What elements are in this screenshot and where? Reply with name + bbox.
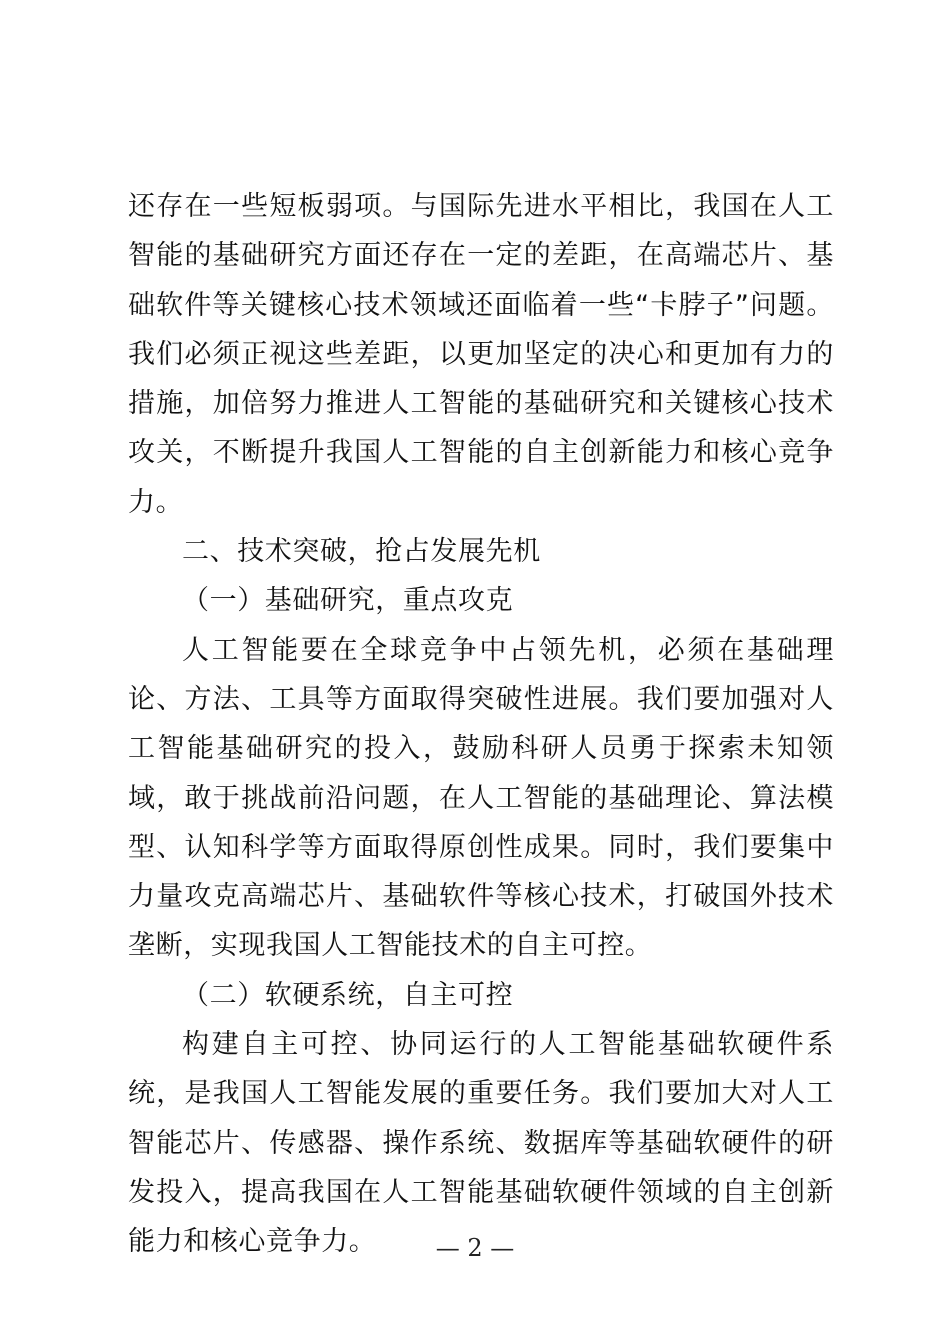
document-body	[128, 182, 834, 1267]
section-heading: 二、技术突破，抢占发展先机	[182, 536, 541, 568]
paragraph-software-hardware: 构建自主可控、协同运行的人工智能基础软硬件系统，是我国人工智能发展的重要任务。我们要加大对人工智能芯片、传感器、操作系统、数据库等基础软硬件的研发投入，提高我国在人工智能基础软硬件领域的自主创新能力和核心竞争力。	[128, 1029, 834, 1258]
page-number: — 2 —	[435, 1234, 515, 1262]
subsection-heading-1: （一）基础研究，重点攻克	[182, 585, 514, 617]
subsection-heading-2: （二）软硬系统，自主可控	[182, 979, 514, 1011]
paragraph-basic-research: 人工智能要在全球竞争中占领先机，必须在基础理论、方法、工具等方面取得突破性进展。我们要加强对人工智能基础研究的投入，鼓励科研人员勇于探索未知领域，敢于挑战前沿问题，在人工智能的基础理论、算法模型、认知科学等方面取得原创性成果。同时，我们要集中力量攻克高端芯片、基础软件等核心技术，打破国外技术垄断，实现我国人工智能技术的自主可控。	[128, 634, 834, 962]
paragraph-continuation: 还存在一些短板弱项。与国际先进水平相比，我国在人工智能的基础研究方面还存在一定的差距，在高端芯片、基础软件等关键核心技术领域还面临着一些“卡脖子”问题。我们必须正视这些差距，以更加坚定的决心和更加有力的措施，加倍努力推进人工智能的基础研究和关键核心技术攻关，不断提升我国人工智能的自主创新能力和核心竞争力。	[128, 191, 834, 518]
